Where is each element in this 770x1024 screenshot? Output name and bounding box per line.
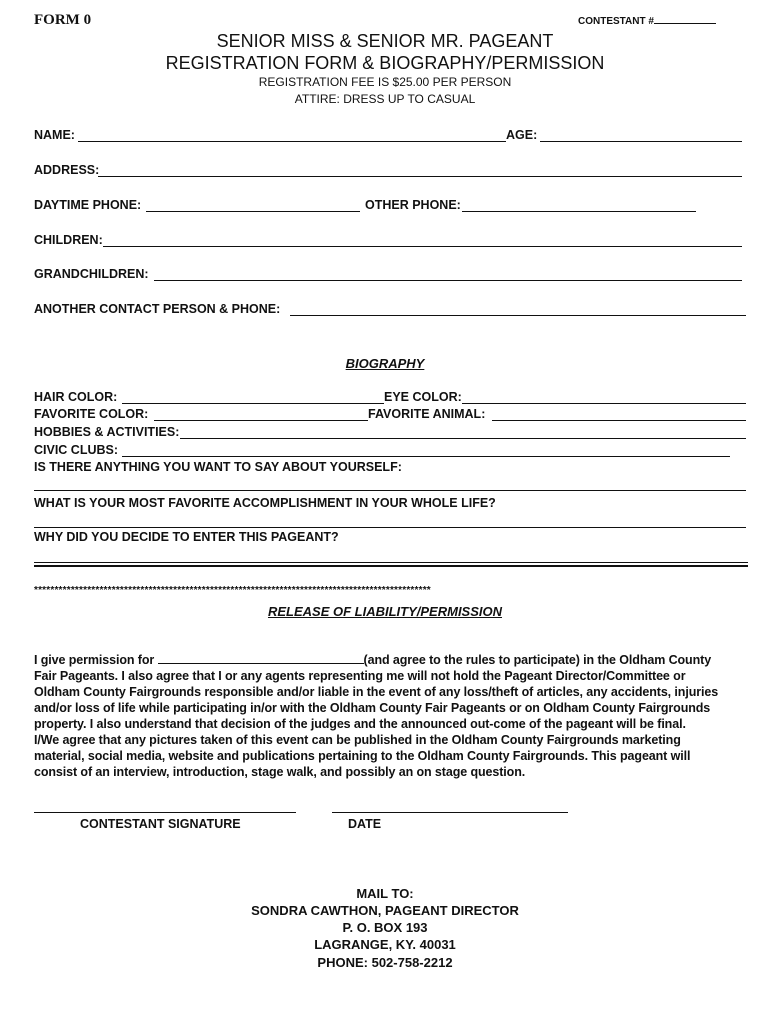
release-body-line: Fair Pageants. I also agree that I or any agents representing me will not hold the Pageant Director/Committee or [34, 669, 686, 683]
date-label: DATE [348, 817, 382, 831]
release-body-line: consist of an interview, introduction, stage walk, and possibly an on stage question. [34, 765, 526, 779]
age-label: AGE: [506, 128, 538, 142]
accomplishment-question: WHAT IS YOUR MOST FAVORITE ACCOMPLISHMENT IN YOUR WHOLE LIFE? [34, 496, 496, 510]
mail-to-phone: PHONE: 502-758-2212 [317, 955, 453, 970]
contestant-number-label [578, 16, 716, 27]
mail-to-city: LAGRANGE, KY. 40031 [314, 937, 456, 952]
contestant-number-blank[interactable] [654, 23, 716, 24]
permission-line [34, 653, 711, 667]
favorite-animal-label: FAVORITE ANIMAL: [368, 407, 486, 421]
section-divider [34, 565, 748, 567]
release-heading: RELEASE OF LIABILITY/PERMISSION [267, 604, 503, 619]
hair-color-label: HAIR COLOR: [34, 390, 118, 404]
release-body-line: material, social media, website and publications pertaining to the Oldham County Fairgrounds. This pageant will [34, 749, 691, 763]
civic-clubs-label: CIVIC CLUBS: [34, 443, 119, 457]
other-phone-field[interactable] [462, 211, 696, 212]
accomplishment-answer[interactable] [34, 527, 746, 528]
hair-color-field[interactable] [122, 403, 384, 404]
daytime-phone-label: DAYTIME PHONE: [34, 198, 142, 212]
favorite-color-label: FAVORITE COLOR: [34, 407, 149, 421]
eye-color-field[interactable] [462, 403, 746, 404]
contestant-signature-label: CONTESTANT SIGNATURE [80, 817, 241, 831]
age-field[interactable] [540, 141, 742, 142]
address-label: ADDRESS: [34, 163, 100, 177]
registration-fee: REGISTRATION FEE IS $25.00 PER PERSON [258, 75, 512, 89]
name-label: NAME: [34, 128, 75, 142]
permission-suffix: (and agree to the rules to participate) in the Oldham County [363, 653, 712, 667]
mail-to-name: SONDRA CAWTHON, PAGEANT DIRECTOR [251, 903, 519, 918]
hobbies-label: HOBBIES & ACTIVITIES: [34, 425, 180, 439]
date-line[interactable] [332, 812, 568, 813]
grandchildren-field[interactable] [154, 280, 742, 281]
civic-clubs-field[interactable] [122, 456, 730, 457]
contestant-label: CONTESTANT # [578, 16, 654, 27]
release-body-line: I/We agree that any pictures taken of this event can be published in the Oldham County Fairgrounds marketing [34, 733, 681, 747]
release-body-line: property. I also understand that decision of the judges and the announced out-come of the pageant will be final. [34, 717, 686, 731]
release-body-line: Oldham County Fairgrounds responsible and/or liable in the event of any loss/theft of articles, any accidents, injuries [34, 685, 719, 699]
children-label: CHILDREN: [34, 233, 103, 247]
biography-heading: BIOGRAPHY [345, 356, 425, 371]
why-enter-answer[interactable] [34, 562, 748, 563]
address-field[interactable] [98, 176, 742, 177]
other-phone-label: OTHER PHONE: [365, 198, 461, 212]
asterisk-separator: ************************************************************************************************* [34, 585, 431, 596]
eye-color-label: EYE COLOR: [384, 390, 462, 404]
mail-to-label: MAIL TO: [356, 886, 414, 901]
form-label: FORM 0 [34, 12, 92, 28]
release-body-line: and/or loss of life while participating in/or with the Oldham County Fair Pageants or on Oldham County Fairgrounds [34, 701, 711, 715]
another-contact-label: ANOTHER CONTACT PERSON & PHONE: [34, 302, 281, 316]
permission-name-blank[interactable] [158, 663, 364, 664]
about-yourself-question: IS THERE ANYTHING YOU WANT TO SAY ABOUT YOURSELF: [34, 460, 402, 474]
daytime-phone-field[interactable] [146, 211, 360, 212]
page-title-line2: REGISTRATION FORM & BIOGRAPHY/PERMISSION [165, 53, 605, 73]
grandchildren-label: GRANDCHILDREN: [34, 267, 149, 281]
favorite-color-field[interactable] [154, 420, 368, 421]
children-field[interactable] [103, 246, 742, 247]
another-contact-field[interactable] [290, 315, 746, 316]
mail-to-po-box: P. O. BOX 193 [342, 920, 428, 935]
favorite-animal-field[interactable] [492, 420, 746, 421]
about-yourself-answer[interactable] [34, 490, 746, 491]
attire-note: ATTIRE: DRESS UP TO CASUAL [294, 92, 476, 106]
page-title-line1: SENIOR MISS & SENIOR MR. PAGEANT [216, 31, 554, 51]
why-enter-question: WHY DID YOU DECIDE TO ENTER THIS PAGEANT? [34, 530, 339, 544]
name-field[interactable] [78, 141, 506, 142]
hobbies-field[interactable] [180, 438, 746, 439]
permission-prefix: I give permission for [34, 653, 158, 667]
contestant-signature-line[interactable] [34, 812, 296, 813]
